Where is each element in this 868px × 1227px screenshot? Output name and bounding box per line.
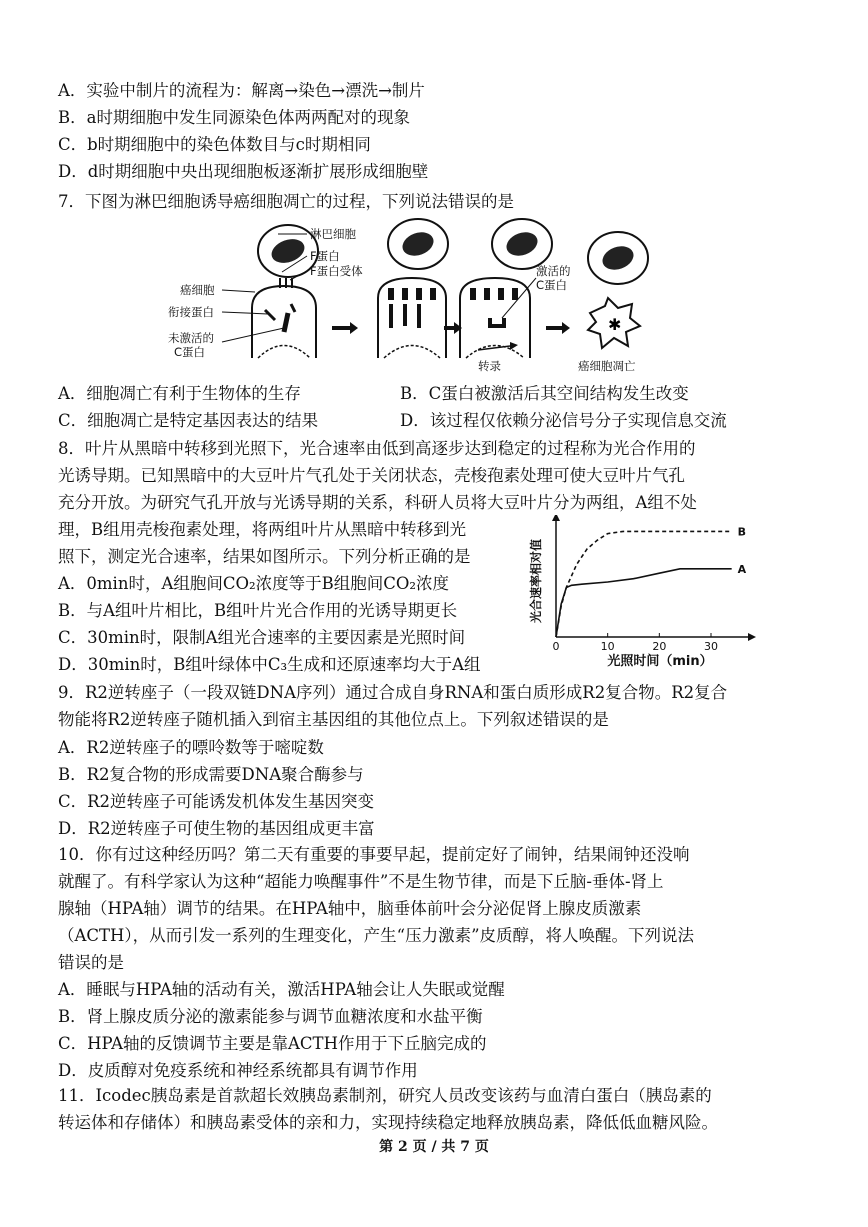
label-adapter: 衔接蛋白 bbox=[168, 305, 214, 319]
series-A-line bbox=[556, 569, 732, 637]
q9-option-b: B．R2复合物的形成需要DNA聚合酶参与 bbox=[58, 765, 364, 784]
q8-stem-line-3: 充分开放。为研究气孔开放与光诱导期的关系，科研人员将大豆叶片分为两组，A组不处 bbox=[58, 493, 697, 512]
q11-stem-line-1: 11．Icodec胰岛素是首款超长效胰岛素制剂，研究人员改变该药与血清白蛋白（胰岛素的 bbox=[58, 1086, 712, 1105]
label-f-receptor: F蛋白受体 bbox=[310, 264, 363, 278]
chart-x-label: 光照时间（min） bbox=[607, 654, 713, 669]
photosynthesis-chart bbox=[520, 515, 760, 675]
svg-text:✱: ✱ bbox=[608, 315, 622, 334]
series-A-label: A bbox=[737, 562, 747, 576]
chart-y-label: 光合速率相对值 bbox=[529, 538, 543, 624]
q9-option-a: A．R2逆转座子的嘌呤数等于嘧啶数 bbox=[58, 738, 324, 757]
q10-stem-line-2: 就醒了。有科学家认为这种“超能力唤醒事件”不是生物节律，而是下丘脑-垂体-肾上 bbox=[58, 872, 664, 891]
stage-2 bbox=[378, 219, 448, 358]
q10-option-a: A．睡眠与HPA轴的活动有关，激活HPA轴会让人失眠或觉醒 bbox=[58, 980, 505, 999]
q6-option-d: D．d时期细胞中央出现细胞板逐渐扩展形成细胞壁 bbox=[58, 162, 429, 181]
q10-stem-line-3: 腺轴（HPA轴）调节的结果。在HPA轴中，脑垂体前叶会分泌促肾上腺皮质激素 bbox=[58, 899, 642, 918]
label-transcription: 转录 bbox=[478, 359, 501, 373]
x-tick-label: 10 bbox=[600, 640, 615, 653]
q6-option-c: C．b时期细胞中的染色体数目与c时期相同 bbox=[58, 135, 371, 154]
apoptosis-diagram bbox=[160, 218, 680, 378]
series-B-label: B bbox=[737, 525, 747, 539]
q6-option-b: B．a时期细胞中发生同源染色体两两配对的现象 bbox=[58, 108, 410, 127]
q10-stem-line-1: 10．你有过这种经历吗？第二天有重要的事要早起，提前定好了闹钟，结果闹钟还没响 bbox=[58, 845, 690, 864]
label-inactive-c-1: 未激活的 bbox=[168, 331, 214, 345]
q10-option-c: C．HPA轴的反馈调节主要是靠ACTH作用于下丘脑完成的 bbox=[58, 1034, 487, 1053]
q9-stem-line-1: 9．R2逆转座子（一段双链DNA序列）通过合成自身RNA和蛋白质形成R2复合物。R2复合 bbox=[58, 683, 728, 702]
stage-1 bbox=[252, 225, 318, 358]
q10-option-d: D．皮质醇对免疫系统和神经系统都具有调节作用 bbox=[58, 1061, 418, 1080]
q7-option-c: C．细胞凋亡是特定基因表达的结果 bbox=[58, 411, 319, 430]
q8-option-a: A．0min时，A组胞间CO₂浓度等于B组胞间CO₂浓度 bbox=[58, 574, 450, 593]
q9-option-d: D．R2逆转座子可使生物的基因组成更丰富 bbox=[58, 819, 375, 838]
q8-stem-line-1: 8．叶片从黑暗中转移到光照下，光合速率由低到高逐步达到稳定的过程称为光合作用的 bbox=[58, 439, 696, 458]
x-tick-label: 30 bbox=[704, 640, 718, 653]
x-tick-label: 20 bbox=[652, 640, 667, 653]
q11-stem-line-2: 转运体和存储体）和胰岛素受体的亲和力，实现持续稳定地释放胰岛素，降低低血糖风险。 bbox=[58, 1113, 718, 1132]
chart-series bbox=[556, 525, 747, 637]
q9-option-c: C．R2逆转座子可能诱发机体发生基因突变 bbox=[58, 792, 375, 811]
x-tick-label: 0 bbox=[552, 640, 560, 653]
q8-option-d: D．30min时，B组叶绿体中C₃生成和还原速率均大于A组 bbox=[58, 655, 481, 674]
label-active-c-2: C蛋白 bbox=[536, 278, 568, 292]
label-inactive-c-2: C蛋白 bbox=[174, 345, 206, 359]
x-axis-arrow bbox=[748, 633, 756, 641]
stage-4 bbox=[588, 232, 648, 348]
q9-stem-line-2: 物能将R2逆转座子随机插入到宿主基因组的其他位点上。下列叙述错误的是 bbox=[58, 710, 609, 729]
q7-option-a: A．细胞凋亡有利于生物体的生存 bbox=[58, 384, 301, 403]
q8-option-c: C．30min时，限制A组光合速率的主要因素是光照时间 bbox=[58, 628, 466, 647]
q8-stem-line-2: 光诱导期。已知黑暗中的大豆叶片气孔处于关闭状态，壳梭孢素处理可使大豆叶片气孔 bbox=[58, 466, 685, 485]
q8-stem-line-4: 理，B组用壳梭孢素处理，将两组叶片从黑暗中转移到光 bbox=[58, 520, 467, 539]
label-active-c-1: 激活的 bbox=[536, 264, 571, 278]
q7-option-d: D．该过程仅依赖分泌信号分子实现信息交流 bbox=[400, 411, 727, 430]
label-lymphocyte: 淋巴细胞 bbox=[310, 227, 356, 241]
q7-stem: 7．下图为淋巴细胞诱导癌细胞凋亡的过程，下列说法错误的是 bbox=[58, 192, 514, 211]
y-axis-arrow bbox=[552, 515, 560, 521]
q8-stem-line-5: 照下，测定光合速率，结果如图所示。下列分析正确的是 bbox=[58, 547, 471, 566]
label-cancer-cell: 癌细胞 bbox=[180, 283, 215, 297]
q7-option-b: B．C蛋白被激活后其空间结构发生改变 bbox=[400, 384, 689, 403]
process-arrows bbox=[332, 322, 570, 334]
q6-option-a: A．实验中制片的流程为：解离→染色→漂洗→制片 bbox=[58, 81, 425, 100]
label-f-protein: F蛋白 bbox=[310, 249, 340, 263]
q10-option-b: B．肾上腺皮质分泌的激素能参与调节血糖浓度和水盐平衡 bbox=[58, 1007, 483, 1026]
label-apoptosis: 癌细胞凋亡 bbox=[578, 359, 636, 373]
page-footer: 第 2 页 / 共 7 页 bbox=[379, 1139, 489, 1155]
q10-stem-line-4: （ACTH），从而引发一系列的生理变化，产生“压力激素”皮质醇，将人唤醒。下列说法 bbox=[58, 926, 695, 945]
q8-option-b: B．与A组叶片相比，B组叶片光合作用的光诱导期更长 bbox=[58, 601, 458, 620]
q10-stem-line-5: 错误的是 bbox=[58, 953, 124, 972]
